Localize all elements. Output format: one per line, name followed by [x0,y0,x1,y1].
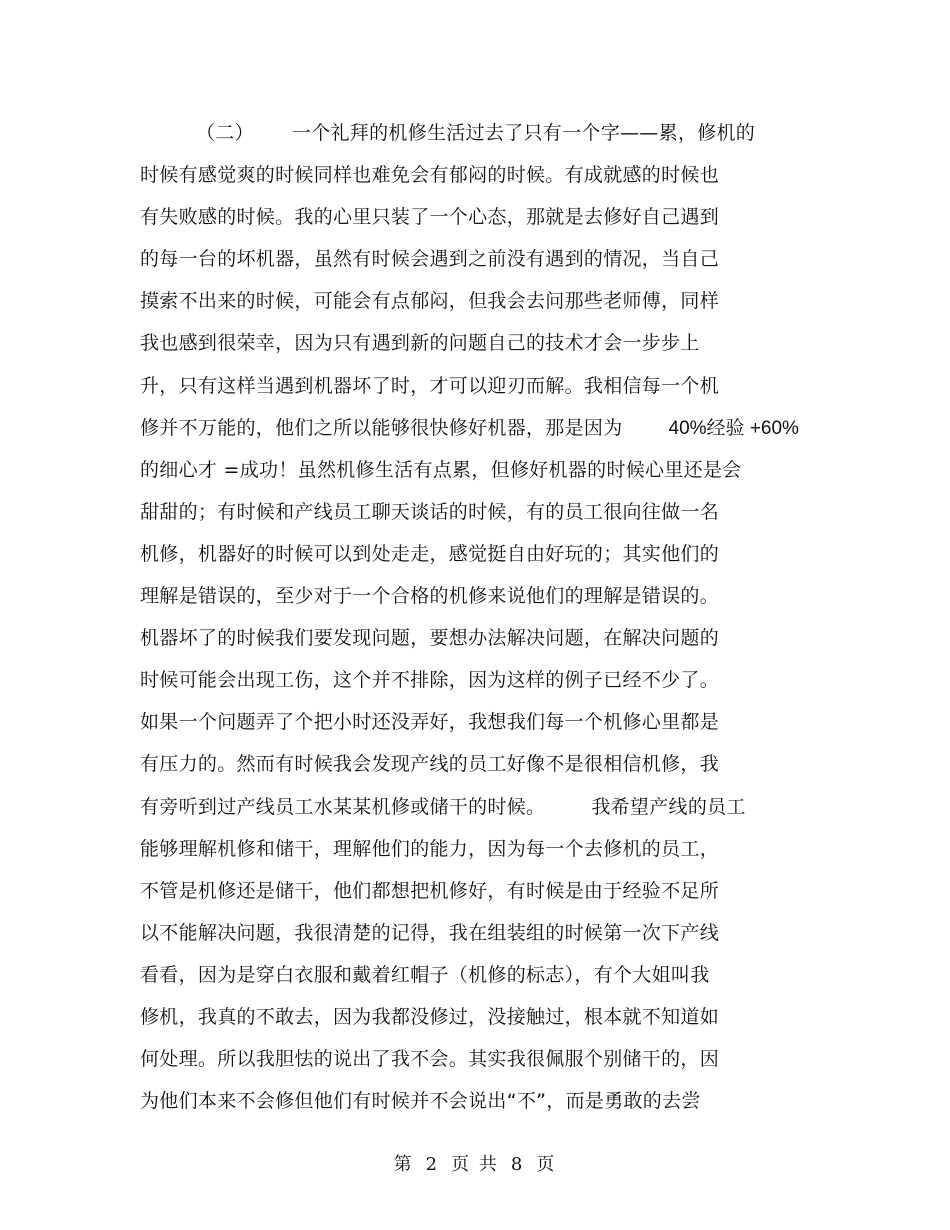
text-line-2 [140,154,840,196]
text-line-14 [140,659,840,701]
text-line-23 [140,1038,840,1080]
section-number: （二） [196,122,254,144]
text-line-19 [140,870,840,912]
text-segment: 我希望产线的员工 [591,795,746,818]
footer-prefix: 第 [393,1154,414,1175]
text-line-24 [140,1080,840,1122]
text-segment: 有压力的。然而有时候我会发现产线的员工好像不是很相信机修，我 [140,753,720,776]
text-line-4 [140,238,840,280]
text-segment: 有旁听到过产线员工水某某机修或储干的时候。 [140,795,546,818]
text-line-6 [140,322,840,364]
text-line-21 [140,954,840,996]
text-segment: 的每一台的坏机器，虽然有时候会遇到之前没有遇到的情况，当自己 [140,248,720,271]
text-line-13 [140,617,840,659]
text-segment: 不管是机修还是储干，他们都想把机修好，有时候是由于经验不足所 [140,879,720,902]
page-footer [0,1150,950,1176]
text-line-5 [140,280,840,322]
text-segment: 能够理解机修和储干，理解他们的能力，因为每一个去修机的员工， [140,837,720,860]
text-line-1 [140,112,840,154]
text-segment: 摸索不出来的时候，可能会有点郁闷，但我会去问那些老师傅，同样 [140,290,720,313]
text-line-17 [140,786,840,828]
text-line-15 [140,701,840,743]
text-segment: 理解是错误的，至少对于一个合格的机修来说他们的理解是错误的。 [140,585,720,608]
text-segment: 如果一个问题弄了个把小时还没弄好，我想我们每一个机修心里都是 [140,711,720,734]
text-line-22 [140,996,840,1038]
text-line-3 [140,196,840,238]
text-segment: 机修，机器好的时候可以到处走走，感觉挺自由好玩的；其实他们的 [140,542,720,565]
footer-suffix: 页 [536,1154,557,1175]
text-segment: 为他们本来不会修但他们有时候并不会说出“不”，而是勇敢的去尝 [140,1090,701,1113]
text-segment: 机器坏了的时候我们要发现问题，要想办法解决问题，在解决问题的 [140,627,720,650]
text-segment: 时候可能会出现工伤，这个并不排除，因为这样的例子已经不少了。 [140,669,720,692]
text-segment: 以不能解决问题，我很清楚的记得，我在组装组的时候第一次下产线 [140,921,720,944]
text-segment: 何处理。所以我胆怯的说出了我不会。其实我很佩服个别储干的，因 [140,1048,720,1071]
text-segment: 时候有感觉爽的时候同样也难免会有郁闷的时候。有成就感的时候也 [140,164,720,187]
footer-middle: 页 共 [451,1154,499,1175]
body-text [140,112,840,1122]
text-segment: 修机，我真的不敢去，因为我都没修过，没接触过，根本就不知道如 [140,1005,720,1028]
page-total: 8 [510,1154,525,1175]
text-line-12 [140,575,840,617]
text-line-10 [140,491,840,533]
text-line-9 [140,449,840,491]
text-segment: 甜甜的；有时候和产线员工聊天谈话的时候，有的员工很向往做一名 [140,500,720,523]
text-segment: 有失败感的时候。我的心里只装了一个心态，那就是去修好自己遇到 [140,206,720,229]
text-segment: 一个礼拜的机修生活过去了只有一个字——累，修机的 [291,122,756,144]
text-line-18 [140,828,840,870]
page-number: 2 [425,1154,440,1175]
text-segment: 的细心才 =成功！虽然机修生活有点累，但修好机器的时候心里还是会 [140,458,742,481]
percentage-formula: 40%经验 +60% [668,417,799,439]
text-segment: 看看，因为是穿白衣服和戴着红帽子（机修的标志），有个大姐叫我 [140,963,710,986]
text-line-20 [140,912,840,954]
text-segment: 升，只有这样当遇到机器坏了时，才可以迎刃而解。我相信每一个机 [140,374,720,397]
text-line-8 [140,407,840,449]
text-line-7 [140,365,840,407]
text-line-11 [140,533,840,575]
text-segment: 我也感到很荣幸，因为只有遇到新的问题自己的技术才会一步步上 [140,332,700,355]
text-segment: 修并不万能的，他们之所以能够很快修好机器，那是因为 [140,416,623,439]
text-line-16 [140,743,840,785]
